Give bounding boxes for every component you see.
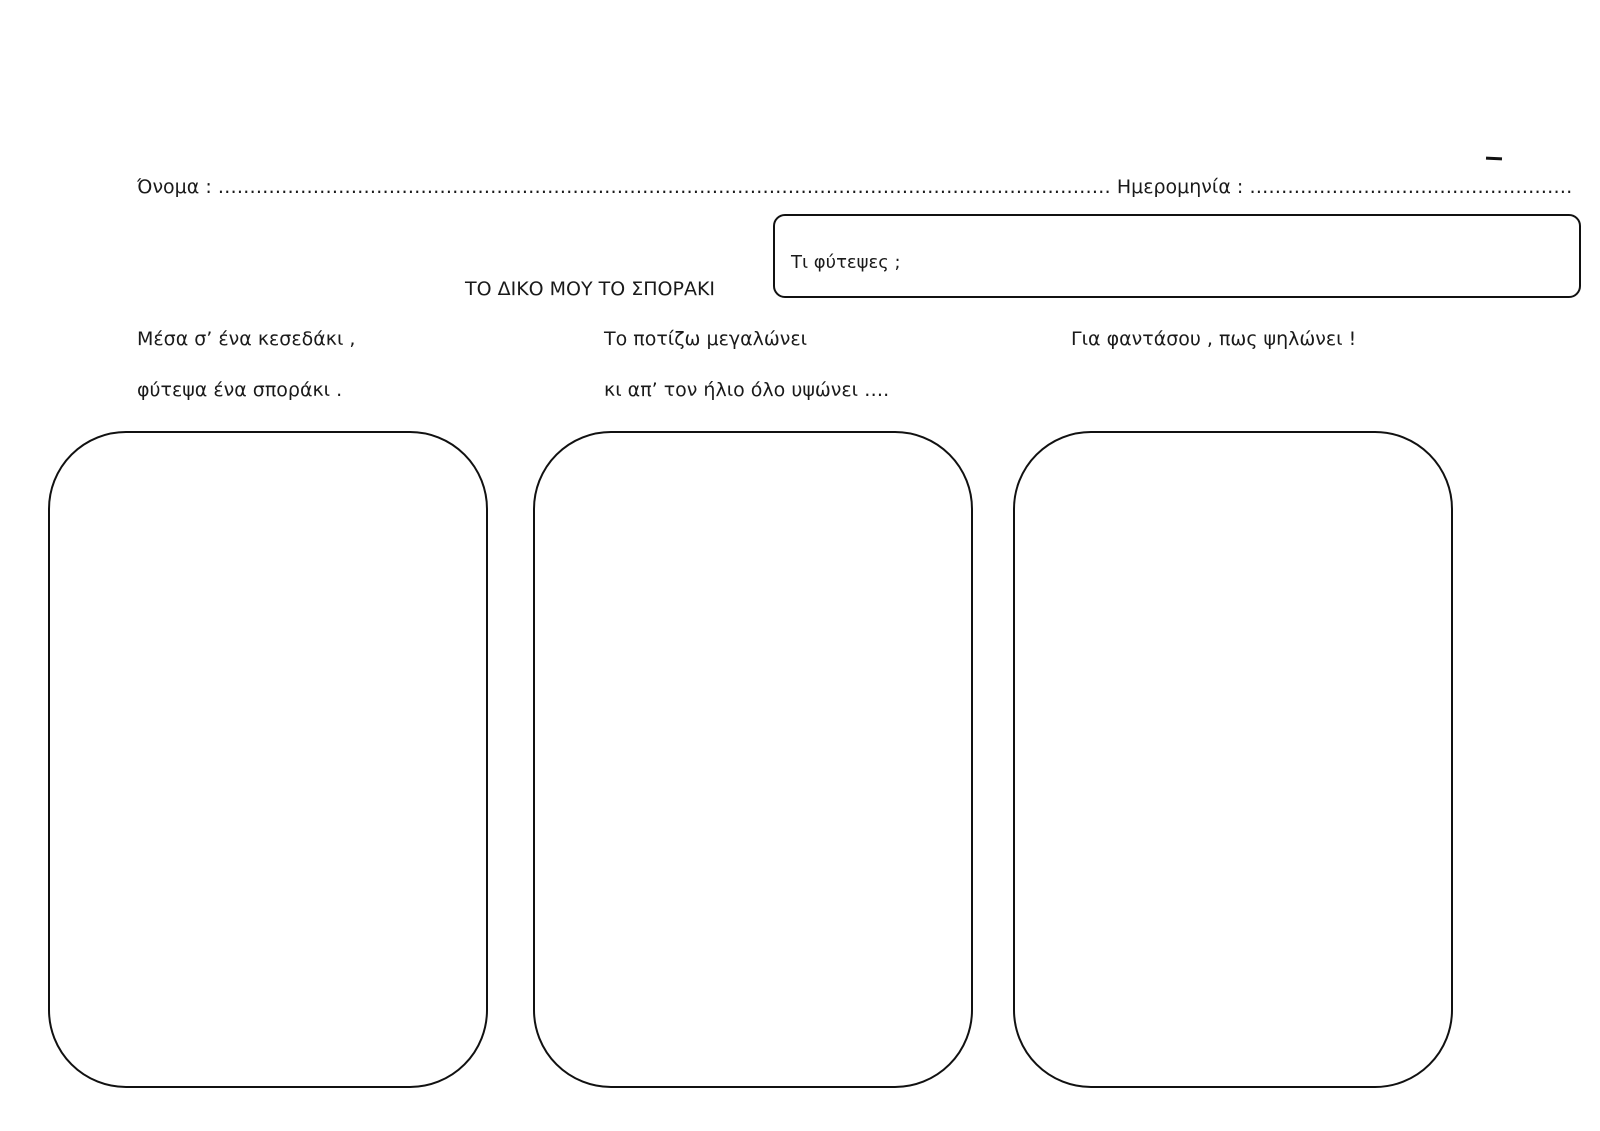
verse-1-line-1: Μέσα σ’ ένα κεσεδάκι , [137,328,356,350]
verse-2-line-1: Το ποτίζω μεγαλώνει [604,328,808,350]
what-did-you-plant-box[interactable] [773,214,1581,298]
stray-mark [1486,157,1502,161]
header-line [137,178,1572,197]
verse-1-line-2: φύτεψα ένα σποράκι . [137,379,343,401]
verse-3-line-1: Για φαντάσου , πως ψηλώνει ! [1071,328,1357,350]
drawing-panel-3[interactable] [1013,431,1453,1088]
worksheet-title: ΤΟ ΔΙΚΟ ΜΟΥ ΤΟ ΣΠΟΡΑΚΙ [465,278,716,300]
name-field-label: Όνομα : …………………………………………………………………………………………………………………………… [137,176,1111,198]
drawing-panel-1[interactable] [48,431,488,1088]
verse-2-line-2: κι απ’ τον ήλιο όλο υψώνει …. [604,379,890,401]
drawing-panel-2[interactable] [533,431,973,1088]
what-did-you-plant-label: Τι φύτεψες ; [791,252,901,273]
date-field-label: Ημερομηνία : …………………………………………… [1116,176,1573,198]
